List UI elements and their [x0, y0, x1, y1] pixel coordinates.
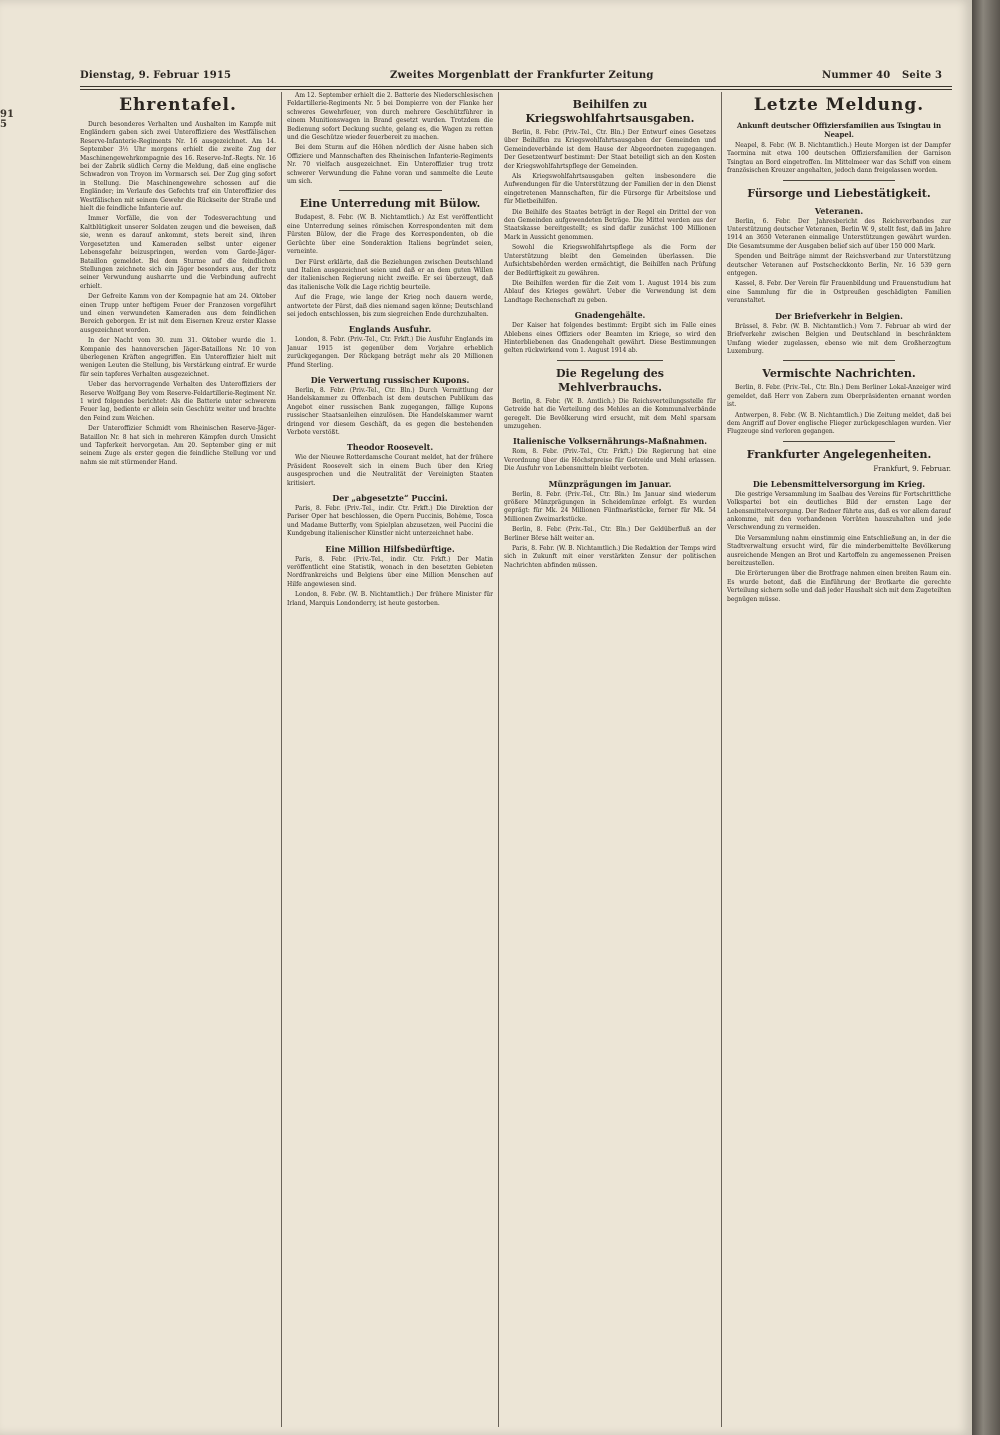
article-paragraph: Berlin, 6. Febr. Der Jahresbericht des Reichsverbandes zur Unterstützung deutscher Veteranen, Berlin W. 9, stellt fest, daß im Jahre 1914 an 3650 Veteranen einmalige Unterstützungen gewährt wurden. Die Gesamtsumme der Ausgaben belief sich auf über 150 000 Mark.: [727, 217, 951, 250]
article-paragraph: Budapest, 8. Febr. (W. B. Nichtamtlich.) Az Est veröffentlicht eine Unterredung seines römischen Korrespondenten mit dem Fürsten Bülow, der die Frage des Korrespondenten, ob die Gerüchte über eine Sonderaktion Italiens begründet seien, verneinte.: [287, 214, 493, 256]
article-paragraph: Neapel, 8. Febr. (W. B. Nichtamtlich.) Heute Morgen ist der Dampfer Taormina mit etwa 100 deutschen Offiziersfamilien der Garnison Tsingtau an Bord eingetroffen. Im Mittelmeer war das Schiff von einem französischen Kreuzer angehalten, jedoch dann freigelassen worden.: [727, 142, 951, 175]
article-paragraph: Die Erörterungen über die Brotfrage nahmen einen breiten Raum ein. Es wurde betont, daß die Einführung der Brotkarte die gerechte Verteilung sichern solle und daß jeder Haushalt sich mit dem Zugeteilten begnügen müsse.: [727, 570, 951, 603]
article-paragraph: Berlin, 8. Febr. (Priv.-Tel., Ctr. Bln.) Dem Berliner Lokal-Anzeiger wird gemeldet, daß Herr von Zabern zum Oberpräsidenten ernannt worden ist.: [727, 384, 951, 409]
frankfurter-dateline: Frankfurt, 9. Februar.: [873, 464, 951, 473]
letzte-meldung-subtitle: Ankunft deutscher Offiziersfamilien aus Tsingtau in Neapel.: [736, 121, 942, 139]
million-title: Eine Million Hilfsbedürftige.: [325, 543, 455, 554]
muenzpraegungen-title: Münzprägungen im Januar.: [548, 478, 672, 489]
header-rule: [80, 86, 952, 87]
article-paragraph: Als Kriegswohlfahrtsausgaben gelten insbesondere die Aufwendungen für die Unterstützung der Familien der in den Dienst eingetretenen Mannschaften, für die Fürsorge für Arbeitslose und für Mietbeihilfen.: [504, 173, 716, 206]
column-separator: [498, 92, 499, 1427]
header-page-number: Seite 3: [902, 70, 943, 81]
article-paragraph: Am 12. September erhielt die 2. Batterie des Niederschlesischen Feldartillerie-Regiments Nr. 5 bei Dompierre von der Flanke her schweres Gewehrfeuer, von durch mehrere Geschützführer in einem Munitionswagen in Brand gesetzt wurden. Trotzdem die Bedienung sofort Deckung suchte, gelang es, die Wagen zu retten und die Geschütze wieder feuerbereit zu machen.: [287, 92, 493, 142]
header-rule-thin: [80, 89, 952, 90]
article-paragraph: Paris, 8. Febr. (Priv.-Tel., indir. Ctr. Frkft.) Die Direktion der Pariser Oper hat beschlossen, die Opern Puccinis, Bohème, Tosca und Madame Butterfly, vom Spielplan abzusetzen, weil Puccini die Kundgebung italienischer Künstler nicht unterzeichnet habe.: [287, 505, 493, 538]
mehlverbrauch-title: Die Regelung des Mehlverbrauchs.: [556, 366, 664, 394]
vermischte-title: Vermischte Nachrichten.: [762, 367, 916, 381]
article-paragraph: Brüssel, 8. Febr. (W. B. Nichtamtlich.) Vom 7. Februar ab wird der Briefverkehr zwischen Belgien und Deutschland in beschränktem Umfang wieder zugelassen, ebenso wie mit dem Großherzogtum Luxemburg.: [727, 322, 951, 355]
article-paragraph: Durch besonderes Verhalten und Aushalten im Kampfe mit Engländern gaben sich zwei Unteroffiziere des Westfälischen Reserve-Infanterie-Regiments Nr. 16 ausgezeichnet. Am 14. September 3½ Uhr morgens erhielt die zweite Zug der Maschinengewehrkompagnie des 16. Reserve-Inf.-Regts. Nr. 16 bei der Zabrik südlich Cerny die Meldung, daß eine englische Schwadron von Troyon im Vormarsch sei. Der Zug ging sofort in Stellung. Die Maschinengewehre schossen auf die Engländer; im Verlaufe des Gefechts traf ein Unteroffizier des Westfälischen mit seinem Gewehr die Rückseite der Straße und hielt die feindliche Infanterie auf.: [80, 121, 276, 213]
article-paragraph: Antwerpen, 8. Febr. (W. B. Nichtamtlich.) Die Zeitung meldet, daß bei dem Angriff auf Dover englische Flieger zurückgeschlagen wurden. Vier Flugzeuge sind verloren gegangen.: [727, 411, 951, 436]
section-divider: [783, 180, 895, 181]
adjacent-page-number: 915: [0, 109, 14, 130]
article-paragraph: Berlin, 8. Febr. (Priv.-Tel., Ctr. Bln.) Im Januar sind wiederum größere Münzprägungen in Scheidemünze erfolgt. Es wurden geprägt: für Mk. 24 Millionen Fünfmarkstücke, ferner für Mk. 54 Millionen Zweimarkstücke.: [504, 490, 716, 523]
article-paragraph: Berlin, 8. Febr. (W. B. Amtlich.) Die Reichsverteilungsstelle für Getreide hat die Verteilung des Mehles an die Kommunalverbände geregelt. Die Bevölkerung wird ersucht, mit dem Mehl sparsam umzugehen.: [504, 397, 716, 430]
article-paragraph: Auf die Frage, wie lange der Krieg noch dauern werde, antwortete der Fürst, daß dies niemand sagen könne; Deutschland sei jedoch entschlossen, bis zum siegreichen Ende durchzuhalten.: [287, 294, 493, 318]
header-issue-number: Nummer 40: [822, 70, 891, 81]
section-divider: [783, 360, 895, 361]
gnadengehaelte-title: Gnadengehälte.: [574, 310, 646, 321]
article-paragraph: Der Unteroffizier Schmidt vom Rheinischen Reserve-Jäger-Bataillon Nr. 8 hat sich in mehreren Kämpfen durch Umsicht und Tapferkeit hervorgetan. Am 20. September ging er mit seinem Zuge als erster gegen die feindliche Stellung vor und nahm sie mit stürmender Hand.: [80, 425, 276, 466]
article-paragraph: Wie der Nieuwe Rotterdamsche Courant meldet, hat der frühere Präsident Roosevelt sich in einem Buch über den Krieg ausgesprochen und die Neutralität der Vereinigten Staaten kritisiert.: [287, 454, 493, 487]
article-paragraph: In der Nacht vom 30. zum 31. Oktober wurde die 1. Kompanie des hannoverschen Jäger-Bataillons Nr. 10 von überlegenen Kräften angegriffen. Ein Unteroffizier hielt mit wenigen Leuten die Stellung, bis Verstärkung eintraf. Er wurde für sein tapferes Verhalten ausgezeichnet.: [80, 337, 276, 378]
ehrentafel-title: Ehrentafel.: [119, 95, 237, 115]
article-paragraph: Paris, 8. Febr. (W. B. Nichtamtlich.) Die Redaktion der Temps wird sich in Zukunft mit einer verstärkten Zensur der politischen Nachrichten abfinden müssen.: [504, 545, 716, 569]
column-3: [504, 92, 716, 1427]
column-2: [287, 92, 493, 1427]
frankfurter-title: Frankfurter Angelegenheiten.: [746, 447, 932, 461]
letzte-meldung-title: Letzte Meldung.: [753, 95, 925, 115]
article-paragraph: Bei dem Sturm auf die Höhen nördlich der Aisne haben sich Offiziere und Mannschaften des Rheinischen Infanterie-Regiments Nr. 70 vielfach ausgezeichnet. Ein Unteroffizier trug trotz schwerer Verwundung die Fahne voran und sammelte die Leute um sich.: [287, 144, 493, 186]
column-separator: [281, 92, 282, 1427]
column-1: [80, 92, 276, 1427]
article-paragraph: Die Beihilfe des Staates beträgt in der Regel ein Drittel der von den Gemeinden aufgewendeten Beträge. Die Mittel werden aus der Staatskasse bereitgestellt; es sind dafür zunächst 100 Millionen Mark in Aussicht genommen.: [504, 208, 716, 241]
article-paragraph: Immer Vorfälle, die von der Todesverachtung und Kaltblütigkeit unserer Soldaten zeugen und die beweisen, daß sie, wenn es darauf ankommt, stets bereit sind, ihren Vorgesetzten und Kameraden selbst unter eigener Lebensgefahr beizuspringen, werden vom Garde-Jäger-Bataillon gemeldet. Bei dem Sturme auf die feindlichen Stellungen zeichnete sich ein Jäger besonders aus, der trotz seiner Verwundung ausharrte und die Verbindung aufrecht erhielt.: [80, 215, 276, 290]
article-paragraph: Rom, 8. Febr. (Priv.-Tel., Ctr. Frkft.) Die Regierung hat eine Verordnung über die Höchstpreise für Getreide und Mehl erlassen. Die Ausfuhr von Lebensmitteln bleibt verboten.: [504, 448, 716, 473]
article-paragraph: Die Versammlung nahm einstimmig eine Entschließung an, in der die Stadtverwaltung ersucht wird, für die minderbemittelte Bevölkerung ausreichende Mengen an Brot und Kartoffeln zu angemessenen Preisen bereitzustellen.: [727, 534, 951, 567]
article-paragraph: Ueber das hervorragende Verhalten des Unteroffiziers der Reserve Wolfgang Bey vom Reserve-Feldartillerie-Regiment Nr. 1 wird folgendes berichtet: Als die Batterie unter schwerem Feuer lag, bediente er allein sein Geschütz weiter und brachte den Feind zum Weichen.: [80, 381, 276, 422]
article-paragraph: Der Gefreite Kamm von der Kompagnie hat am 24. Oktober einen Trupp unter heftigem Feuer der Franzosen vorgeführt und einen verwundeten Kameraden aus dem feindlichen Bereich geborgen. Er ist mit dem Eisernen Kreuz erster Klasse ausgezeichnet worden.: [80, 293, 276, 334]
column-separator: [721, 92, 722, 1427]
article-paragraph: Berlin, 8. Febr. (Priv.-Tel., Ctr. Bln.) Durch Vermittlung der Handelskammer zu Offenbach ist dem deutschen Publikum das Angebot einer russischen Bank zugegangen, fällige Kupons russischer Staatsanleihen einzulösen. Die Handelskammer warnt dringend vor diesem Geschäft, da es gegen die bestehenden Verbote verstößt.: [287, 386, 493, 436]
adjacent-page-edge: [0, 92, 14, 1427]
article-paragraph: Der Fürst erklärte, daß die Beziehungen zwischen Deutschland und Italien ausgezeichnet seien und daß er an dem guten Willen der italienischen Regierung nicht zweifle. Er sei überzeugt, daß das italienische Volk die Lage richtig beurteile.: [287, 258, 493, 291]
section-divider: [557, 360, 663, 361]
section-divider: [339, 190, 442, 191]
article-paragraph: Die gestrige Versammlung im Saalbau des Vereins für Fortschrittliche Volkspartei bot ein deutliches Bild der ernsten Lage der Lebensmittelversorgung. Der Redner führte aus, daß es vor allem darauf ankomme, mit den vorhandenen Vorräten hauszuhalten und jede Verschwendung zu vermeiden.: [727, 490, 951, 532]
book-spine: [972, 0, 1000, 1435]
fuersorge-title: Fürsorge und Liebestätigkeit.: [747, 186, 931, 200]
header-date: Dienstag, 9. Februar 1915: [80, 70, 232, 81]
briefverkehr-title: Der Briefverkehr in Belgien.: [775, 310, 903, 321]
article-paragraph: Berlin, 8. Febr. (Priv.-Tel., Ctr. Bln.) Der Geldüberfluß an der Berliner Börse hält weiter an.: [504, 526, 716, 542]
italien-title: Italienische Volksernährungs-Maßnahmen.: [512, 436, 708, 447]
article-paragraph: Berlin, 8. Febr. (Priv.-Tel., Ctr. Bln.) Der Entwurf eines Gesetzes über Beihilfen zu Kriegswohlfahrtsausgaben der Gemeinden und Gemeindeverbände ist dem Hause der Abgeordneten zugegangen. Der Gesetzentwurf bestimmt: Der Staat beteiligt sich an den Kosten der Kriegswohlfahrtspflege der Gemeinden.: [504, 129, 716, 170]
column-4: [727, 92, 951, 1427]
russische-kupons-title: Die Verwertung russischer Kupons.: [310, 374, 470, 385]
header-paper-name: Zweites Morgenblatt der Frankfurter Zeitung: [390, 70, 654, 81]
beihilfen-title: Beihilfen zu Kriegswohlfahrtsausgaben.: [525, 98, 695, 125]
article-paragraph: Die Beihilfen werden für die Zeit vom 1. August 1914 bis zum Ablauf des Krieges gewährt. Ueber die Verwendung ist dem Landtage Rechenschaft zu geben.: [504, 279, 716, 304]
article-paragraph: Paris, 8. Febr. (Priv.-Tel., indir. Ctr. Frkft.) Der Matin veröffentlicht eine Statistik, wonach in den besetzten Gebieten Nordfrankreichs und Belgiens über eine Million Menschen auf Hilfe angewiesen sind.: [287, 555, 493, 588]
article-paragraph: London, 8. Febr. (Priv.-Tel., Ctr. Frkft.) Die Ausfuhr Englands im Januar 1915 ist gegenüber dem Vorjahre erheblich zurückgegangen. Der Rückgang beträgt mehr als 20 Millionen Pfund Sterling.: [287, 336, 493, 369]
puccini-title: Der „abgesetzte“ Puccini.: [332, 493, 448, 504]
englands-ausfuhr-title: Englands Ausfuhr.: [348, 324, 432, 335]
lebensmittel-title: Die Lebensmittelversorgung im Krieg.: [752, 478, 926, 489]
article-paragraph: Spenden und Beiträge nimmt der Reichsverband zur Unterstützung deutscher Veteranen auf Postscheckkonto Berlin, Nr. 16 539 gern entgegen.: [727, 253, 951, 278]
article-paragraph: Kassel, 8. Febr. Der Verein für Frauenbildung und Frauenstudium hat eine Sammlung für die in Ostpreußen geschädigten Familien veranstaltet.: [727, 280, 951, 305]
buelow-interview-title: Eine Unterredung mit Bülow.: [299, 197, 481, 211]
article-paragraph: London, 8. Febr. (W. B. Nichtamtlich.) Der frühere Minister für Irland, Marquis Londonderry, ist heute gestorben.: [287, 591, 493, 607]
roosevelt-title: Theodor Roosevelt.: [346, 442, 434, 453]
article-paragraph: Sowohl die Kriegswohlfahrtspflege als die Form der Unterstützung bleibt den Gemeinden überlassen. Die Aufsichtsbehörden werden ermächtigt, die Beihilfen nach Prüfung der Bedürftigkeit zu gewähren.: [504, 244, 716, 277]
section-divider: [783, 441, 895, 442]
article-paragraph: Der Kaiser hat folgendes bestimmt: Ergibt sich im Falle eines Ablebens eines Offiziers oder Beamten im Kriege, so wird den Hinterbliebenen das Gnadengehalt gewährt. Diese Bestimmungen gelten rückwirkend vom 1. August 1914 ab.: [504, 322, 716, 355]
veteranen-title: Veteranen.: [814, 205, 864, 216]
page-header: [80, 70, 950, 86]
